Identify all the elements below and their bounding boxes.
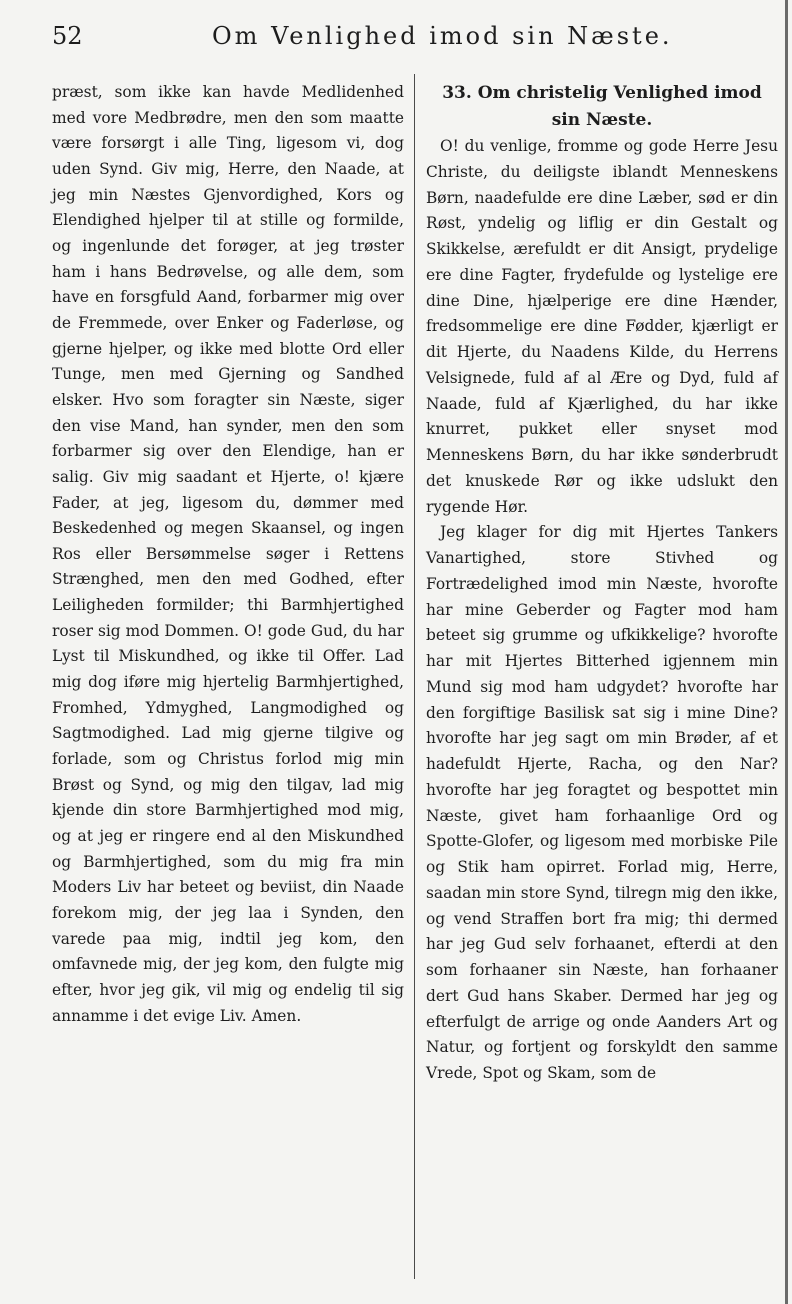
left-column-text: præst, som ikke kan havde Medlidenhed med vore Medbrødre, men den som maatte være forsørgt i alle Ting, ligesom vi, dog uden Synd. Giv mig, Herre, den Naade, at jeg min Næstes Gjenvordighed, Kors og Elendighed hjelper til at stille og formilde, og ingenlunde det forøger, at jeg trøster ham i hans Bedrøvelse, og alle dem, som have en forsgfuld Aand, forbarmer mig over de Fremmede, over Enker og Faderløse, og gjerne hjelper, og ikke med blotte Ord eller Tunge, men med Gjerning og Sandhed elsker. Hvo som foragter sin Næste, siger den vise Mand, han synder, men den som forbarmer sig over den Elendige, han er salig. Giv mig saadant et Hjerte, o! kjære Fader, at jeg, ligesom du, dømmer med Beskedenhed og megen Skaansel, og ingen Ros eller Bersømmelse søger i Rettens Strænghed, men den med Godhed, efter Leiligheden formilder; thi Barmhjertighed roser sig mod Dommen. O! gode Gud, du har Lyst til Miskundhed, og ikke til Offer. Lad mig dog iføre mig hjertelig Barmhjertighed, Fromhed, Ydmyghed, Langmodighed og Sagtmodighed. Lad mig gjerne tilgive og forlade, som og Christus forlod mig min Brøst og Synd, og mig den tilgav, lad mig kjende din store Barmhjertighed mod mig, og at jeg er ringere end al den Miskundhed og Barmhjertighed, som du mig fra min Moders Liv har beteet og beviist, din Naade forekom mig, der jeg laa i Synden, den varede paa mig, indtil jeg kom, den omfavnede mig, der jeg kom, den fulgte mig efter, hvor jeg gik, vil mig og endelig til sig annamme i det evige Liv. Amen. bbox=[52, 83, 404, 1025]
running-title: Om Venlighed imod sin Næste. bbox=[212, 22, 673, 50]
paragraph-1: O! du venlige, fromme og gode Herre Jesu Christe, du deiligste iblandt Menneskens Børn, naadefulde ere dine Læber, sød er din Røst, yndelig og liflig er din Gestalt og Skikkelse, ærefuldt er dit Ansigt, prydelige ere dine Fagter, frydefulde og lystelige ere dine Dine, hjælperige ere dine Hænder, fredsommelige ere dine Fødder, kjærligt er dit Hjerte, du Naadens Kilde, du Herrens Velsignede, fuld af al Ære og Dyd, fuld af Naade, fuld af Kjærlighed, du har ikke knurret, pukket eller snyset mod Menneskens Børn, du har ikke sønderbrudt det knuskede Rør og ikke udslukt den rygende Hør. bbox=[426, 137, 778, 516]
right-column bbox=[426, 80, 778, 1087]
left-column bbox=[52, 80, 404, 1029]
column-divider bbox=[414, 74, 415, 1279]
page-header bbox=[52, 22, 772, 58]
paragraph-2: Jeg klager for dig mit Hjertes Tankers Vanartighed, store Stivhed og Fortrædelighed imod min Næste, hvorofte har mine Geberder og Fagter mod ham beteet sig grumme og ufkikkelige? hvorofte har mit Hjertes Bitterhed igjennem min Mund sig mod ham udgydet? hvorofte har den forgiftige Basilisk sat sig i mine Dine? hvorofte har jeg sagt om min Brøder, af et hadefuldt Hjerte, Racha, og den Nar? hvorofte har jeg foragtet og bespottet min Næste, givet ham forhaanlige Ord og Spotte-Glofer, og ligesom med morbiske Pile og Stik ham opirret. Forlad mig, Herre, saadan min store Synd, tilregn mig den ikke, og vend Straffen bort fra mig; thi dermed har jeg Gud selv forhaanet, efterdi at den som forhaaner sin Næste, han forhaaner dert Gud hans Skaber. Dermed har jeg og efterfulgt de arrige og onde Aanders Art og Natur, og fortjent og forskyldt den samme Vrede, Spot og Skam, som de bbox=[426, 523, 778, 1082]
page-number: 52 bbox=[52, 22, 83, 50]
page-edge bbox=[785, 0, 788, 1304]
section-heading: 33. Om christelig Venlighed imod sin Næste. bbox=[442, 83, 762, 130]
